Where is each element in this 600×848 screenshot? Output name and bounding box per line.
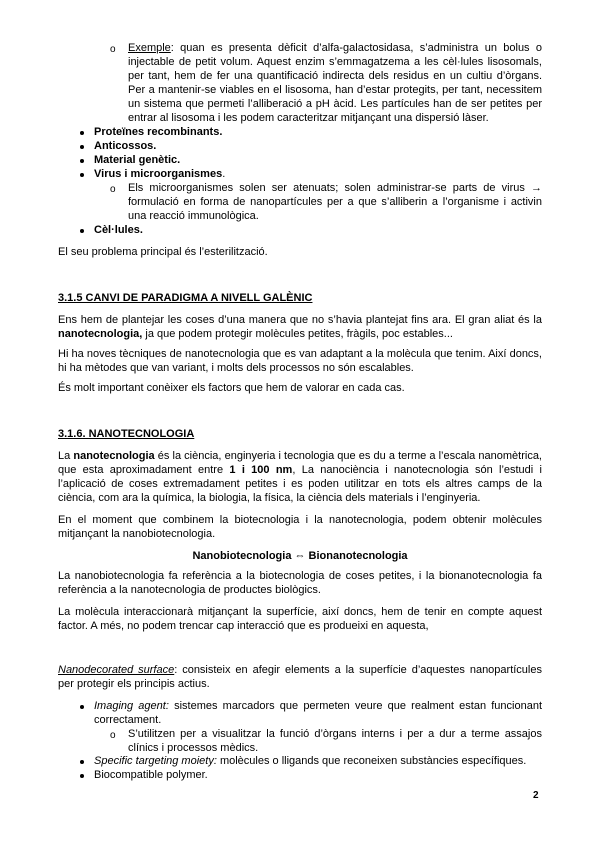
nanotecnologia-bold: nanotecnologia xyxy=(73,450,155,462)
sub-bullet-marker: o xyxy=(110,730,116,741)
exemple-paragraph xyxy=(128,41,542,125)
sub-bullet-marker: o xyxy=(110,44,116,55)
bullet-marker xyxy=(80,131,84,135)
list-item-material: Material genètic. xyxy=(94,154,181,166)
nanobio-equivalence: Nanobiotecnologia ⇔ Bionanotecnologia xyxy=(192,550,408,562)
bullet-marker xyxy=(80,159,84,163)
exemple-text: : quan es presenta dèficit d’alfa-galactosidasa, s’administra un bolus o injectable de petit volum. Aquest enzim s’emmagatzema a les cèl·lules lisosomals, per tant, hem de fer una quantificació indirecta dels residus en un cultiu d’òrgans. Per a mantenir-se viables en el lisosoma, han d’estar protegits, per tant, necessitem un sistema que permeti l’alliberació a pH àcid. Les partícules han de ser petites per entrar al lisosoma i les podem caracteritzar mitjançant una dispersió làser. xyxy=(128,42,542,124)
virus-label: Virus i microorganismes xyxy=(94,168,223,180)
nanodecorated-paragraph xyxy=(58,663,542,691)
scale-bold: 1 i 100 nm xyxy=(229,464,293,476)
text-run: sistemes marcadors que permeten veure que realment estan funcionant correctament. xyxy=(94,700,542,726)
exemple-label: Exemple xyxy=(128,42,171,54)
imaging-agent-sub-item: S’utilitzen per a visualitzar la funció d’òrgans interns i per a dur a terme assajos clínics i processos mèdics. xyxy=(128,728,542,754)
bullet-marker xyxy=(80,145,84,149)
list-item-cellules: Cèl·lules. xyxy=(94,224,143,236)
sub-bullet-marker: o xyxy=(110,184,116,195)
bullet-marker xyxy=(80,774,84,778)
list-item-anticossos: Anticossos. xyxy=(94,140,157,152)
text-run: : consisteix en afegir elements a la superfície d’aquestes nanopartícules per protegir els principis actius. xyxy=(58,664,542,690)
paragraph-3-1-5-intro xyxy=(58,313,542,341)
imaging-agent-label: Imaging agent: xyxy=(94,700,169,712)
paragraph-3-1-6-surface: La molècula interaccionarà mitjançant la superfície, així doncs, hem de tenir en compte aquest factor. A més, no podem trencar cap interacció que es produeixi en aquesta, xyxy=(58,606,542,632)
virus-dot: . xyxy=(222,168,226,180)
bullet-marker xyxy=(80,705,84,709)
paragraph-3-1-5-factors: És molt important conèixer els factors que hem de valorar en cada cas. xyxy=(58,382,405,394)
text-run: ja que podem protegir molècules petites, fràgils, poc estables... xyxy=(142,328,453,340)
bullet-marker xyxy=(80,173,84,177)
paragraph-3-1-6-combine: En el moment que combinem la biotecnologia i la nanotecnologia, podem obtenir molècules mitjançant la nanobiotecnologia. xyxy=(58,514,542,540)
paragraph-3-1-6-reference: La nanobiotecnologia fa referència a la biotecnologia de coses petites, i la bionanotecnologia fa referència a la nanotecnologia de productes biològics. xyxy=(58,570,542,596)
list-item-proteines: Proteïnes recombinants. xyxy=(94,126,223,138)
nanotecnologia-bold: nanotecnologia, xyxy=(58,328,143,340)
text-run: La xyxy=(58,450,74,462)
paragraph-3-1-5-techniques: Hi ha noves tècniques de nanotecnologia que es van adaptant a la molècula que tenim. Així doncs, hi ha mètodes que van variant, i molts dels processos no són escalables. xyxy=(58,348,542,374)
list-item-biocompatible-polymer: Biocompatible polymer. xyxy=(94,769,208,781)
list-item-virus xyxy=(94,167,542,181)
virus-sub-item: Els microorganismes solen ser atenuats; solen administrar-se parts de virus → formulació en forma de nanopartícules per a que s’alliberin a l’organisme i activin una reacció immunològica. xyxy=(128,182,542,222)
text-run: Ens hem de plantejar les coses d’una manera que no s’havia plantejat fins ara. El gran aliat és la xyxy=(58,314,542,326)
list-item-targeting-moiety xyxy=(94,754,542,768)
text-run: , La nanociència i nanotecnologia són l’estudi i l’aplicació de coses extremadament petites i es poden utilitzar en tots els altres camps de la ciència, com ara la química, la biologia, la física, la ciència dels materials i l’enginyeria. xyxy=(58,464,542,504)
bullet-marker xyxy=(80,760,84,764)
page-number: 2 xyxy=(533,790,539,801)
section-heading-3-1-6: 3.1.6. NANOTECNOLOGIA xyxy=(58,428,195,440)
targeting-moiety-label: Specific targeting moiety: xyxy=(94,755,217,767)
nanodecorated-label: Nanodecorated surface xyxy=(58,664,175,676)
problem-paragraph: El seu problema principal és l’esterilització. xyxy=(58,246,268,258)
section-heading-3-1-5: 3.1.5 CANVI DE PARADIGMA A NIVELL GALÈNIC xyxy=(58,292,313,304)
bullet-marker xyxy=(80,229,84,233)
text-run: és la ciència, enginyeria i tecnologia que es du a terme a l’escala nanomètrica, que esta aproximadament entre xyxy=(58,450,542,476)
text-run: molècules o lligands que reconeixen substàncies específiques. xyxy=(216,755,527,767)
list-item-imaging-agent xyxy=(94,699,542,727)
paragraph-3-1-6-definition xyxy=(58,449,542,505)
